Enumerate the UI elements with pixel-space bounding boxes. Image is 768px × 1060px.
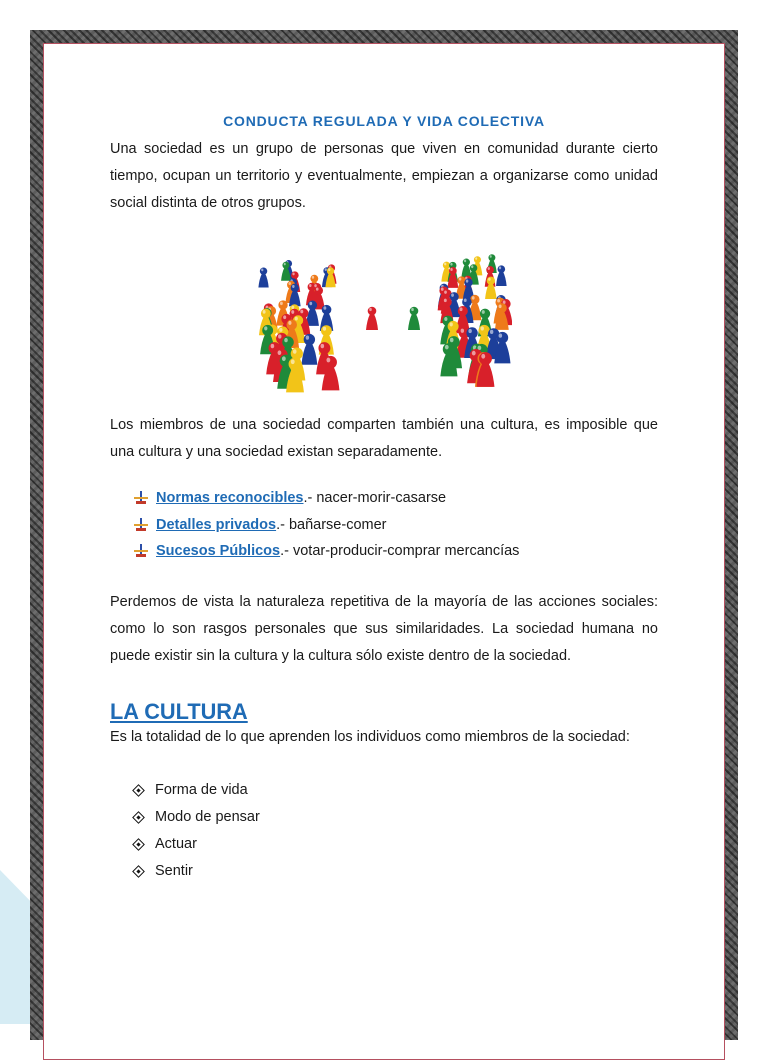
list-item-text: Modo de pensar — [155, 808, 260, 825]
document-body — [110, 112, 658, 885]
list-item — [134, 777, 658, 804]
list-item — [134, 831, 658, 858]
paragraph-culture-definition: Es la totalidad de lo que aprenden los individuos como miembros de la sociedad: — [110, 728, 630, 745]
pawn-icon — [485, 277, 497, 299]
pawn-icon — [301, 334, 317, 365]
heading-la-cultura[interactable]: LA CULTURA — [110, 698, 248, 724]
list-item-text: Actuar — [155, 835, 197, 852]
list-item — [134, 538, 658, 565]
page-number: 1 — [44, 995, 61, 1028]
list-item — [134, 804, 658, 831]
list-item-text: .- votar-producir-comprar mercancías — [280, 543, 520, 559]
document-title: CONDUCTA REGULADA Y VIDA COLECTIVA — [223, 113, 545, 129]
list-item-text: Sentir — [155, 862, 193, 879]
link-sucesos-publicos[interactable]: Sucesos Públicos — [156, 543, 281, 559]
pawn-icon — [258, 268, 268, 288]
list-item — [134, 485, 658, 512]
pawn-icon — [366, 307, 378, 330]
arrow-bullet-icon — [134, 491, 148, 505]
list-item-text: Forma de vida — [155, 781, 248, 798]
game-pawns-crowd-image — [256, 248, 512, 396]
pawn-icon — [408, 307, 420, 330]
paragraph-culture-shared: Los miembros de una sociedad comparten también una cultura, es imposible que una cultura y una sociedad existan separadamente. — [110, 417, 658, 460]
paragraph-repetitive-actions: Perdemos de vista la naturaleza repetitiva de la mayoría de las acciones sociales: como lo son rasgos personales que sus similaridades. La sociedad humana no puede existir sin la cultura y la cultura sólo existe dentro de la sociedad. — [110, 593, 658, 664]
link-detalles-privados[interactable]: Detalles privados — [156, 516, 277, 533]
list-item-text: .- nacer-morir-casarse — [303, 490, 447, 506]
list-item — [134, 858, 658, 885]
pawn-icon — [496, 265, 507, 286]
link-normas-reconocibles[interactable]: Normas reconocibles — [156, 490, 304, 506]
culture-aspects-list — [110, 777, 658, 885]
diamond-bullet-icon — [132, 838, 145, 851]
diamond-bullet-icon — [132, 784, 145, 797]
list-item — [134, 512, 658, 539]
diamond-bullet-icon — [132, 865, 145, 878]
arrow-bullet-icon — [134, 544, 148, 558]
list-item-text: .- bañarse-comer — [276, 516, 387, 533]
diamond-bullet-icon — [132, 811, 145, 824]
arrow-bullet-icon — [134, 518, 148, 532]
society-aspects-list — [110, 485, 658, 565]
paragraph-intro: Una sociedad es un grupo de personas que viven en comunidad durante cierto tiempo, ocupan un territorio y eventualmente, empiezan a organizarse como unidad social distinta de otros grupos. — [110, 141, 658, 211]
